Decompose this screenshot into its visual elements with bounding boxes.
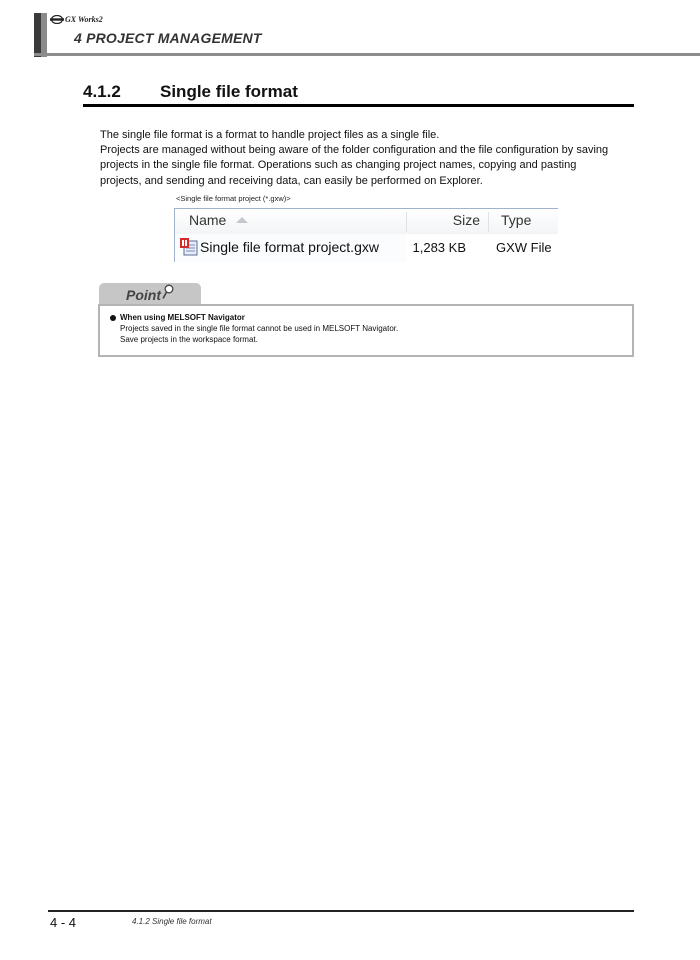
point-heading-text: When using MELSOFT Navigator <box>120 313 245 322</box>
point-box <box>98 304 634 357</box>
body-text <box>100 128 620 189</box>
chapter-title: 4 PROJECT MANAGEMENT <box>74 30 262 46</box>
section-rule <box>83 104 634 107</box>
footer-rule <box>48 910 634 912</box>
point-line: Projects saved in the single file format cannot be used in MELSOFT Navigator. <box>120 324 399 333</box>
bullet-icon <box>110 315 116 321</box>
header-bar-light <box>41 13 47 57</box>
column-header-name[interactable] <box>189 212 248 228</box>
point-tab <box>99 283 201 305</box>
explorer-file-list <box>174 208 558 263</box>
magnifier-icon <box>162 284 174 305</box>
sort-ascending-icon <box>236 217 248 223</box>
point-content <box>110 312 398 345</box>
figure-caption: <Single file format project (*.gxw)> <box>176 194 291 203</box>
file-name: Single file format project.gxw <box>200 239 379 255</box>
column-header-size[interactable]: Size <box>452 212 480 228</box>
column-separator[interactable] <box>406 212 407 232</box>
header-bar-dark <box>34 13 41 57</box>
header-rule <box>34 53 700 56</box>
section-title: Single file format <box>160 82 298 101</box>
gxw-file-icon <box>180 238 198 256</box>
paragraph: The single file format is a format to handle project files as a single file. <box>100 129 440 141</box>
footer-section-ref: 4.1.2 Single file format <box>132 917 212 926</box>
product-name: GX Works2 <box>65 15 103 24</box>
file-type: GXW File <box>496 240 552 255</box>
column-header-type[interactable]: Type <box>501 212 532 228</box>
file-row[interactable] <box>174 234 558 262</box>
paragraph: Projects are managed without being aware of the folder configuration and the file configuration by saving projects in the single file format. Operations such as changing project names, copying and pasting projects, and sending and receiving data, can easily be performed on Explorer. <box>100 144 609 187</box>
column-name-label: Name <box>189 212 227 228</box>
point-label: Point <box>126 287 161 303</box>
point-line: Save projects in the workspace format. <box>120 335 258 344</box>
melsoft-logo-icon <box>50 15 64 24</box>
file-size: 1,283 KB <box>412 240 466 255</box>
file-name-cell <box>180 238 379 256</box>
product-logo <box>50 15 103 24</box>
column-separator[interactable] <box>488 212 489 232</box>
page-number: 4 - 4 <box>50 915 77 930</box>
point-heading <box>110 312 398 323</box>
column-header-row <box>174 208 558 234</box>
section-number: 4.1.2 <box>83 82 121 101</box>
